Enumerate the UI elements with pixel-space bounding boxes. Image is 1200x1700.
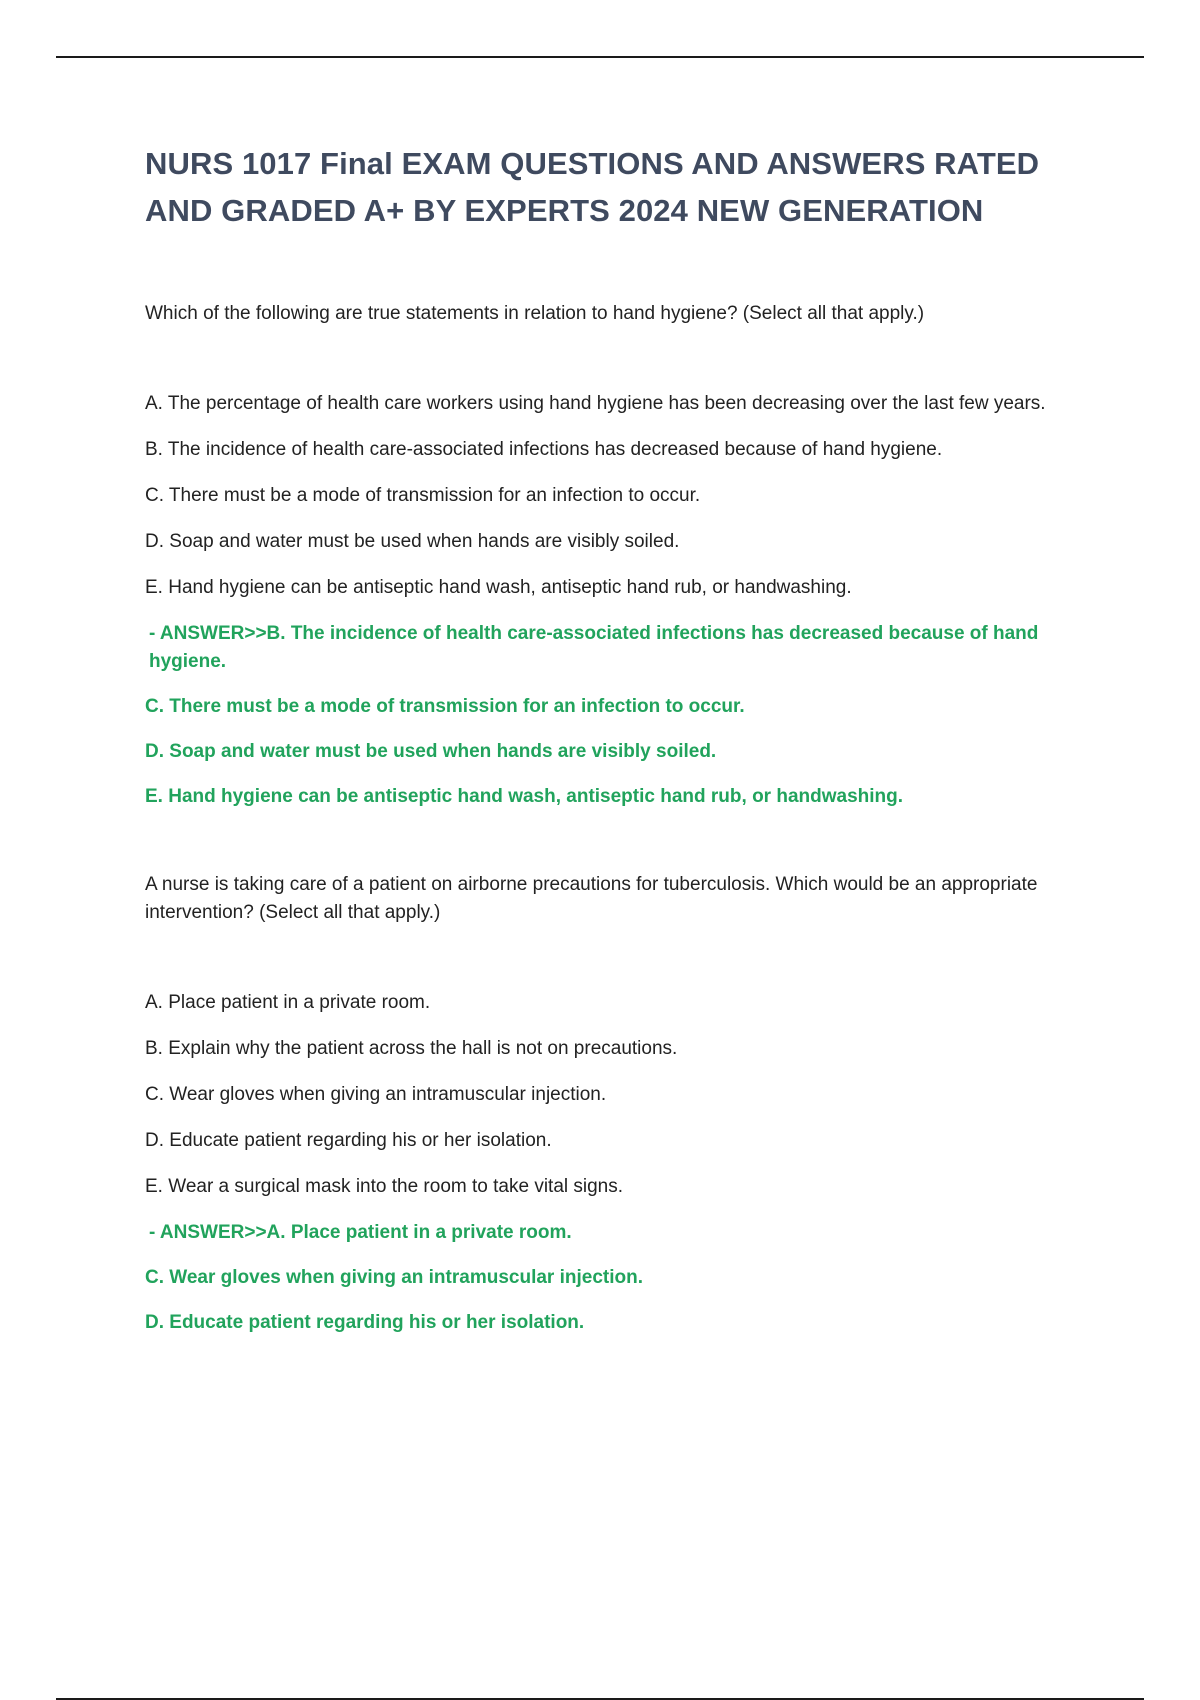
document-content xyxy=(145,140,1075,1354)
question-block-2 xyxy=(145,871,1075,1337)
option-e: E. Hand hygiene can be antiseptic hand wash, antiseptic hand rub, or handwashing. xyxy=(145,577,852,598)
top-rule xyxy=(56,56,1144,58)
answer-line: - ANSWER>>B. The incidence of health care-associated infections has decreased because of hand hygiene. xyxy=(149,623,1039,672)
answer-line: D. Soap and water must be used when hands are visibly soiled. xyxy=(145,741,717,762)
question-prompt: A nurse is taking care of a patient on airborne precautions for tuberculosis. Which would be an appropriate intervention? (Select all that apply.) xyxy=(145,874,1038,923)
answer-list xyxy=(145,620,1075,811)
document-title: NURS 1017 Final EXAM QUESTIONS AND ANSWERS RATED AND GRADED A+ BY EXPERTS 2024 NEW GENERATION xyxy=(145,146,1040,228)
question-prompt: Which of the following are true statements in relation to hand hygiene? (Select all that apply.) xyxy=(145,303,925,324)
answer-line: C. There must be a mode of transmission for an infection to occur. xyxy=(145,696,745,717)
answer-line: E. Hand hygiene can be antiseptic hand wash, antiseptic hand rub, or handwashing. xyxy=(145,786,904,807)
option-c: C. Wear gloves when giving an intramuscular injection. xyxy=(145,1084,607,1105)
question-block-1 xyxy=(145,300,1075,811)
option-d: D. Soap and water must be used when hands are visibly soiled. xyxy=(145,531,680,552)
options-list xyxy=(145,390,1075,602)
option-c: C. There must be a mode of transmission for an infection to occur. xyxy=(145,485,701,506)
answer-list xyxy=(145,1219,1075,1337)
option-a: A. Place patient in a private room. xyxy=(145,992,431,1013)
answer-line: - ANSWER>>A. Place patient in a private room. xyxy=(149,1222,572,1243)
option-a: A. The percentage of health care workers using hand hygiene has been decreasing over the last few years. xyxy=(145,393,1046,414)
options-list xyxy=(145,989,1075,1201)
answer-line: C. Wear gloves when giving an intramuscular injection. xyxy=(145,1267,643,1288)
option-b: B. The incidence of health care-associated infections has decreased because of hand hygiene. xyxy=(145,439,943,460)
option-e: E. Wear a surgical mask into the room to take vital signs. xyxy=(145,1176,624,1197)
answer-line: D. Educate patient regarding his or her isolation. xyxy=(145,1312,585,1333)
option-b: B. Explain why the patient across the hall is not on precautions. xyxy=(145,1038,678,1059)
option-d: D. Educate patient regarding his or her isolation. xyxy=(145,1130,552,1151)
